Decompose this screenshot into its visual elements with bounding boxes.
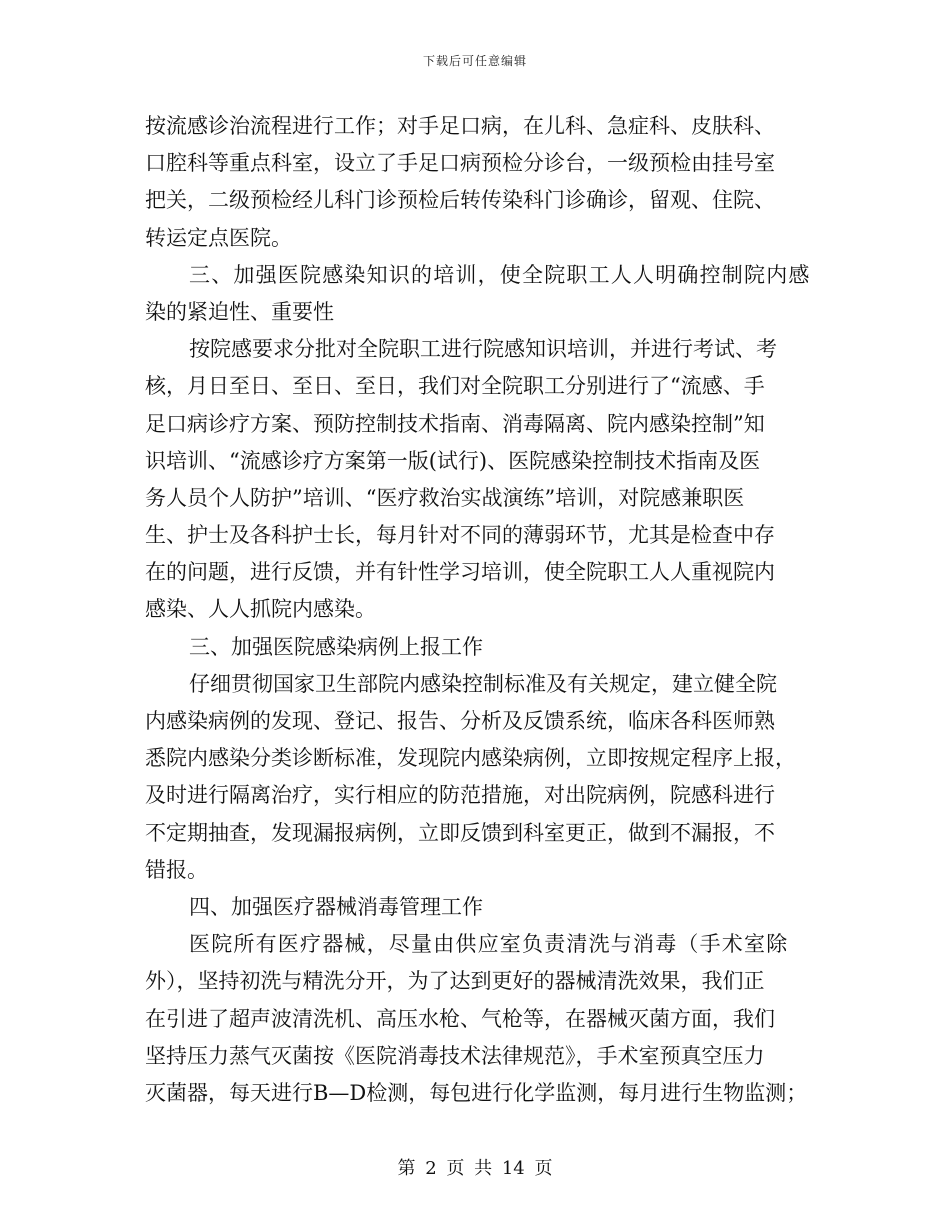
paragraph-line: 务人员个人防护”培训、“医疗救治实战演练”培训，对院感兼职医 [145,485,745,510]
paragraph-line: 识培训、“流感诊疗方案第一版(试行)、医院感染控制技术指南及医 [145,448,761,473]
paragraph-line: 按院感要求分批对全院职工进行院感知识培训，并进行考试、考 [189,337,777,362]
paragraph-line: 错报。 [145,857,208,882]
paragraph-line: 仔细贯彻国家卫生部院内感染控制标准及有关规定，建立健全院 [189,671,777,696]
paragraph-line: 足口病诊疗方案、预防控制技术指南、消毒隔离、院内感染控制”知 [145,411,765,436]
section-heading: 四、加强医疗器械消毒管理工作 [189,894,483,919]
section-heading: 三、加强医院感染知识的培训，使全院职工人人明确控制院内感 [189,262,811,287]
paragraph-line: 转运定点医院。 [145,225,292,250]
paragraph-line: 坚持压力蒸气灭菌按《医院消毒技术法律规范》，手术室预真空压力 [145,1043,765,1068]
page-header: 下载后可任意编辑 [422,54,527,68]
paragraph-line: 把关，二级预检经儿科门诊预检后转传染科门诊确诊，留观、住院、 [145,188,775,213]
paragraph-line: 口腔科等重点科室，设立了手足口病预检分诊台，一级预检由挂号室 [145,151,775,176]
paragraph-line: 及时进行隔离治疗，实行相应的防范措施，对出院病例，院感科进行 [145,783,775,808]
paragraph-line: 灭菌器，每天进行B—D检测，每包进行化学监测，每月进行生物监测； [145,1080,808,1105]
paragraph-line: 按流感诊治流程进行工作；对手足口病，在儿科、急症科、皮肤科、 [145,114,775,138]
paragraph-line: 在引进了超声波清洗机、高压水枪、气枪等，在器械灭菌方面，我们 [145,1006,775,1031]
paragraph-line: 悉院内感染分类诊断标准，发现院内感染病例，立即按规定程序上报， [145,746,796,771]
page-number: 第 2 页 共 14 页 [397,1158,553,1179]
paragraph-line: 感染、人人抓院内感染。 [145,597,376,622]
document-body [145,108,810,1112]
section-heading-continued: 染的紧迫性、重要性 [145,299,334,324]
paragraph-line: 生、护士及各科护士长，每月针对不同的薄弱环节，尤其是检查中存 [145,523,775,548]
paragraph-line: 在的问题，进行反馈，并有针性学习培训，使全院职工人人重视院内 [145,560,775,585]
section-heading: 三、加强医院感染病例上报工作 [189,634,483,659]
paragraph-line: 内感染病例的发现、登记、报告、分析及反馈系统，临床各科医师熟 [145,709,775,733]
paragraph-line: 不定期抽查，发现漏报病例，立即反馈到科室更正，做到不漏报，不 [145,820,775,845]
paragraph-line: 外），坚持初洗与精洗分开，为了达到更好的器械清洗效果，我们正 [145,969,765,994]
paragraph-line: 核，月日至日、至日、至日，我们对全院职工分别进行了“流感、手 [145,374,765,399]
paragraph-line: 医院所有医疗器械，尽量由供应室负责清洗与消毒（手术室除 [189,932,789,957]
